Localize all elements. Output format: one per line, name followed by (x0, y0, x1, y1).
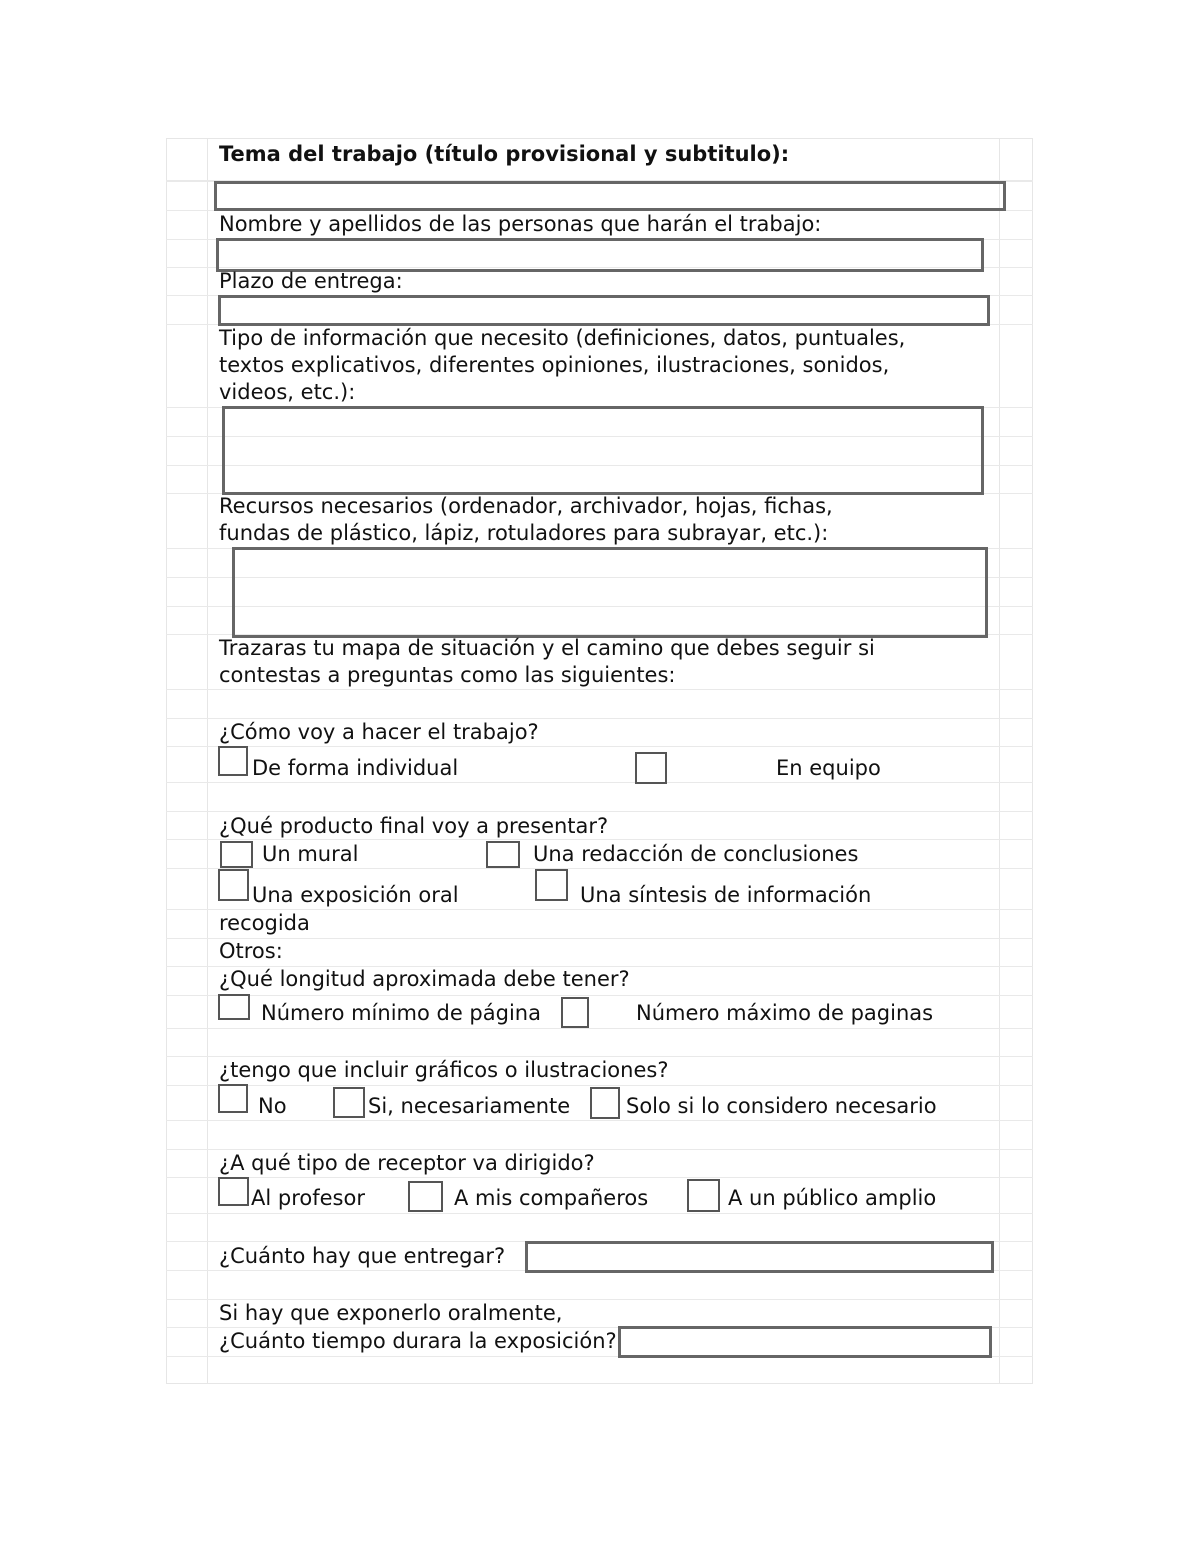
grid-row-line (166, 938, 1033, 939)
graphics-yes-clip (368, 1093, 592, 1123)
title-input[interactable] (214, 181, 1006, 211)
mural-label: Un mural (262, 842, 359, 866)
graphics-optional-label: Solo si lo considero necesario (626, 1094, 937, 1118)
deadline-label: Plazo de entrega: (219, 269, 403, 293)
public-label: A un público amplio (728, 1186, 937, 1210)
individual-label: De forma individual (252, 756, 459, 780)
teacher-checkbox[interactable] (218, 1177, 249, 1206)
length-question: ¿Qué longitud aproximada debe tener? (219, 967, 630, 991)
sintesis-label: Una síntesis de información (580, 883, 872, 907)
resources-textarea[interactable] (232, 547, 988, 638)
classmates-checkbox[interactable] (408, 1181, 443, 1212)
graphics-optional-checkbox[interactable] (590, 1087, 620, 1119)
individual-checkbox[interactable] (218, 746, 248, 776)
grid-row-line (166, 689, 1033, 690)
graphics-question: ¿tengo que incluir gráficos o ilustraciones? (219, 1058, 669, 1082)
min-pages-label: Número mínimo de página (261, 1001, 541, 1025)
info-type-label-line1: Tipo de información que necesito (definiciones, datos, puntuales, (219, 326, 906, 350)
oral-duration-input[interactable] (618, 1326, 992, 1358)
public-checkbox[interactable] (687, 1179, 720, 1212)
teacher-label: Al profesor (251, 1186, 365, 1210)
grid-row-line (166, 868, 1033, 869)
amount-question-clip (219, 1243, 527, 1273)
how-question: ¿Cómo voy a hacer el trabajo? (219, 720, 539, 744)
team-label: En equipo (776, 756, 881, 780)
team-checkbox[interactable] (635, 752, 667, 784)
grid-row-line (166, 1213, 1033, 1214)
amount-input[interactable] (525, 1241, 994, 1273)
grid-row-line (166, 1177, 1033, 1178)
graphics-yes-label: Si, necesariamente (368, 1094, 571, 1118)
names-label: Nombre y apellidos de las personas que harán el trabajo: (219, 212, 822, 236)
page-title: Tema del trabajo (título provisional y subtitulo): (219, 142, 790, 166)
map-intro-line2: contestas a preguntas como las siguientes: (219, 663, 676, 687)
grid-row-line (166, 782, 1033, 783)
amount-question: ¿Cuánto hay que entregar? (219, 1244, 506, 1268)
min-pages-checkbox[interactable] (218, 994, 250, 1020)
info-type-label-line2: textos explicativos, diferentes opiniones, ilustraciones, sonidos, (219, 353, 890, 377)
resources-label-line2: fundas de plástico, lápiz, rotuladores para subrayar, etc.): (219, 521, 829, 545)
exposicion-checkbox[interactable] (218, 869, 249, 901)
resources-label-line1: Recursos necesarios (ordenador, archivador, hojas, fichas, (219, 494, 833, 518)
grid-row-line (166, 995, 1033, 996)
names-input[interactable] (216, 238, 984, 272)
grid-row-line (166, 1085, 1033, 1086)
max-pages-label: Número máximo de paginas (636, 1001, 934, 1025)
oral-question-clip (219, 1328, 619, 1358)
sintesis-label-cont: recogida (219, 911, 310, 935)
receiver-question: ¿A qué tipo de receptor va dirigido? (219, 1151, 595, 1175)
redaccion-checkbox[interactable] (486, 841, 520, 868)
redaccion-label: Una redacción de conclusiones (533, 842, 859, 866)
grid-row-line (166, 746, 1033, 747)
graphics-no-label: No (258, 1094, 287, 1118)
others-label: Otros: (219, 939, 283, 963)
graphics-yes-checkbox[interactable] (333, 1087, 365, 1118)
grid-row-line (166, 1120, 1033, 1121)
oral-question: ¿Cuánto tiempo durara la exposición? (219, 1329, 617, 1353)
info-type-textarea[interactable] (222, 406, 984, 495)
product-question: ¿Qué producto final voy a presentar? (219, 814, 609, 838)
oral-intro: Si hay que exponerlo oralmente, (219, 1301, 563, 1325)
grid-row-line (166, 811, 1033, 812)
max-pages-checkbox[interactable] (561, 997, 589, 1028)
mural-checkbox[interactable] (220, 841, 253, 868)
deadline-input[interactable] (218, 295, 990, 326)
classmates-label: A mis compañeros (454, 1186, 649, 1210)
min-pages-clip (261, 1000, 563, 1030)
map-intro-line1: Trazaras tu mapa de situación y el camino que debes seguir si (219, 636, 875, 660)
exposicion-label: Una exposición oral (252, 883, 459, 907)
sintesis-checkbox[interactable] (535, 869, 568, 901)
info-type-label-line3: videos, etc.): (219, 380, 356, 404)
graphics-no-checkbox[interactable] (218, 1084, 248, 1113)
